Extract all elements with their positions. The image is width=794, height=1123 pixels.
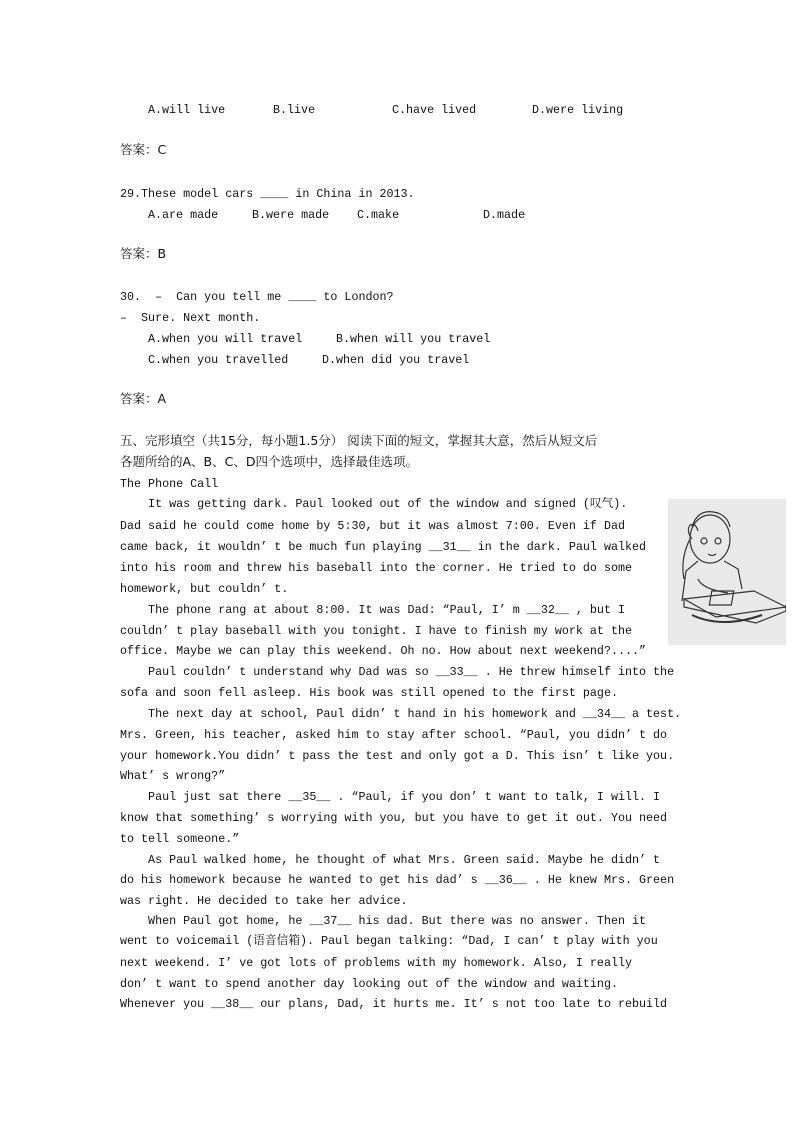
passage-line: What’ s wrong?”: [120, 769, 226, 783]
passage-line: The next day at school, Paul didn’ t hand in his homework and __34__ a test.: [120, 707, 682, 721]
passage-line: office. Maybe we can play this weekend. Oh no. How about next weekend?....”: [120, 644, 647, 658]
passage-line: Paul couldn’ t understand why Dad was so __33__ . He threw himself into the: [120, 665, 675, 679]
passage-line: It was getting dark. Paul looked out of the window and signed (叹气).: [120, 497, 628, 511]
passage-line: next weekend. I’ ve got lots of problems with my homework. Also, I really: [120, 956, 632, 970]
passage-line: Paul just sat there __35__ . “Paul, if you don’ t want to talk, I will. I: [120, 790, 661, 804]
q29-answer: 答案：B: [120, 246, 167, 261]
q29-option-a: A.are made: [148, 208, 219, 222]
section-heading-line1: 五、完形填空（共15分，每小题1.5分） 阅读下面的短文，掌握其大意，然后从短文后: [120, 433, 598, 448]
q30-reply: – Sure. Next month.: [120, 311, 261, 325]
passage-line: Whenever you __38__ our plans, Dad, it hurts me. It’ s not too late to rebuild: [120, 997, 668, 1011]
q30-option-c: C.when you travelled: [148, 353, 289, 367]
passage-line: sofa and soon fell asleep. His book was still opened to the first page.: [120, 686, 618, 700]
passage-line: Dad said he could come home by 5:30, but it was almost 7:00. Even if Dad: [120, 519, 625, 533]
q29-option-b: B.were made: [252, 208, 330, 222]
q28-option-a: A.will live: [148, 103, 226, 117]
passage-line: Mrs. Green, his teacher, asked him to stay after school. “Paul, you didn’ t do: [120, 728, 668, 742]
q28-option-b: B.live: [273, 103, 316, 117]
q30-option-a: A.when you will travel: [148, 332, 303, 346]
boy-on-phone-illustration: [668, 499, 786, 645]
passage-line: your homework.You didn’ t pass the test and only got a D. This isn’ t like you.: [120, 749, 675, 763]
passage-line: do his homework because he wanted to get his dad’ s __36__ . He knew Mrs. Green: [120, 873, 675, 887]
passage-title: The Phone Call: [120, 477, 219, 491]
q28-option-d: D.were living: [532, 103, 624, 117]
q30-answer: 答案：A: [120, 391, 167, 406]
q29-stem: 29.These model cars ____ in China in 2013.: [120, 187, 415, 201]
passage-line: The phone rang at about 8:00. It was Dad: “Paul, I’ m __32__ , but I: [120, 603, 625, 617]
passage-line: to tell someone.”: [120, 832, 240, 846]
q30-option-b: B.when will you travel: [336, 332, 491, 346]
q28-answer: 答案：C: [120, 142, 167, 157]
passage-line: don’ t want to spend another day looking out of the window and waiting.: [120, 977, 618, 991]
q30-option-d: D.when did you travel: [322, 353, 470, 367]
passage-line: into his room and threw his baseball into the corner. He tried to do some: [120, 561, 632, 575]
passage-line: As Paul walked home, he thought of what Mrs. Green said. Maybe he didn’ t: [120, 853, 661, 867]
q29-option-c: C.make: [357, 208, 400, 222]
q30-stem: 30. – Can you tell me ____ to London?: [120, 290, 394, 304]
passage-line: couldn’ t play baseball with you tonight. I have to finish my work at the: [120, 624, 632, 638]
q29-option-d: D.made: [483, 208, 526, 222]
passage-line: know that something’ s worrying with you, but you have to get it out. You need: [120, 811, 668, 825]
passage-line: came back, it wouldn’ t be much fun playing __31__ in the dark. Paul walked: [120, 540, 647, 554]
passage-line: went to voicemail (语音信箱). Paul began talking: “Dad, I can’ t play with you: [120, 934, 658, 948]
passage-line: was right. He decided to take her advice.: [120, 894, 408, 908]
passage-line: homework, but couldn’ t.: [120, 582, 289, 596]
q28-option-c: C.have lived: [392, 103, 477, 117]
passage-line: When Paul got home, he __37__ his dad. But there was no answer. Then it: [120, 914, 647, 928]
section-heading-line2: 各题所给的A、B、C、D四个选项中，选择最佳选项。: [120, 454, 418, 469]
